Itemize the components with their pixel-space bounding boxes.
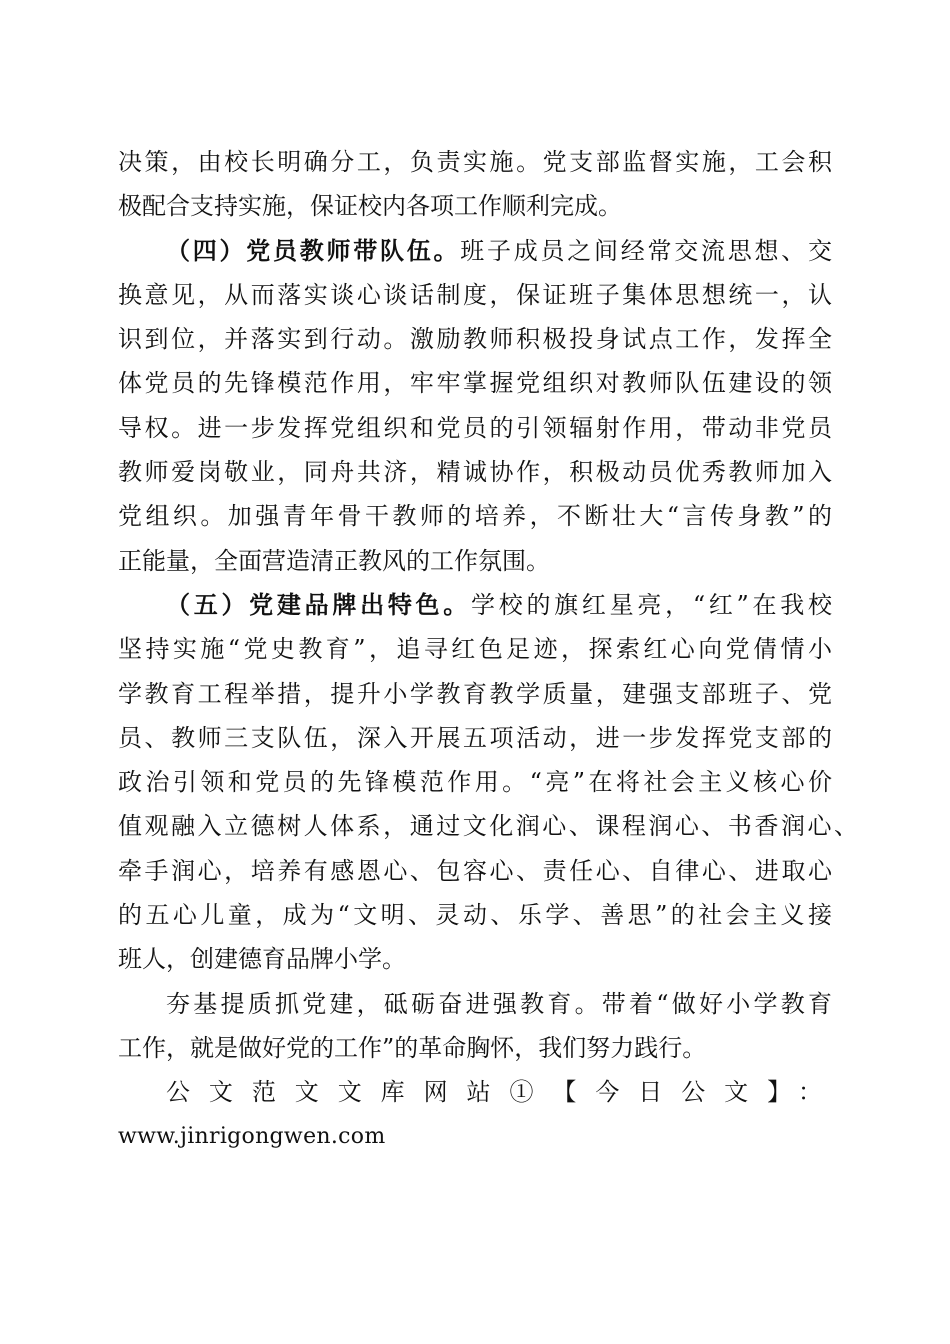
text-line: 员、教师三支队伍，深入开展五项活动，进一步发挥党支部的 [118,723,832,752]
text-line: 教师爱岗敬业，同舟共济，精诚协作，积极动员优秀教师加入 [118,458,832,487]
text-line-rest: 班子成员之间经常交流思想、交 [460,236,832,265]
text-line: 班人，创建德育品牌小学。 [118,945,406,974]
text-line: 识到位，并落实到行动。激励教师积极投身试点工作，发挥全 [118,325,832,354]
footer-url: www.jinrigongwen.com [118,1123,386,1149]
document-body [118,140,858,1159]
text-line: 工作，就是做好党的工作”的革命胸怀，我们努力践行。 [118,1033,707,1062]
section-heading: （五）党建品牌出特色。 [166,589,471,619]
text-line: 体党员的先锋模范作用，牢牢掌握党组织对教师队伍建设的领 [118,369,832,398]
text-line: 党组织。加强青年骨干教师的培养，不断壮大“言传身教”的 [118,502,832,531]
text-line: 夯基提质抓党建，砥砺奋进强教育。带着“做好小学教育 [166,989,832,1018]
text-line-rest: 学校的旗红星亮，“红”在我校 [471,590,832,619]
section-heading: （四）党员教师带队伍。 [166,235,461,265]
text-line: 学教育工程举措，提升小学教育教学质量，建强支部班子、党 [118,679,832,708]
text-line: 极配合支持实施，保证校内各项工作顺利完成。 [118,192,622,221]
text-line: 导权。进一步发挥党组织和党员的引领辐射作用，带动非党员 [118,413,832,442]
text-line: 值观融入立德树人体系，通过文化润心、课程润心、书香润心、 [118,812,858,841]
text-line: 政治引领和党员的先锋模范作用。“亮”在将社会主义核心价 [118,768,832,797]
text-line [118,583,832,627]
text-line: 决策，由校长明确分工，负责实施。党支部监督实施，工会积 [118,148,832,176]
text-line: 换意见，从而落实谈心谈话制度，保证班子集体思想统一，认 [118,280,832,309]
text-line: 坚持实施“党史教育”，追寻红色足迹，探索红心向党倩情小 [118,635,832,664]
text-line [118,229,832,273]
text-line: 正能量，全面营造清正教风的工作氛围。 [118,546,550,575]
text-line: 牵手润心，培养有感恩心、包容心、责任心、自律心、进取心 [118,856,832,885]
text-line: 的五心儿童，成为“文明、灵动、乐学、善思”的社会主义接 [118,901,832,930]
footer-label: 公文范文文库网站①【今日公文】： [166,1078,832,1107]
